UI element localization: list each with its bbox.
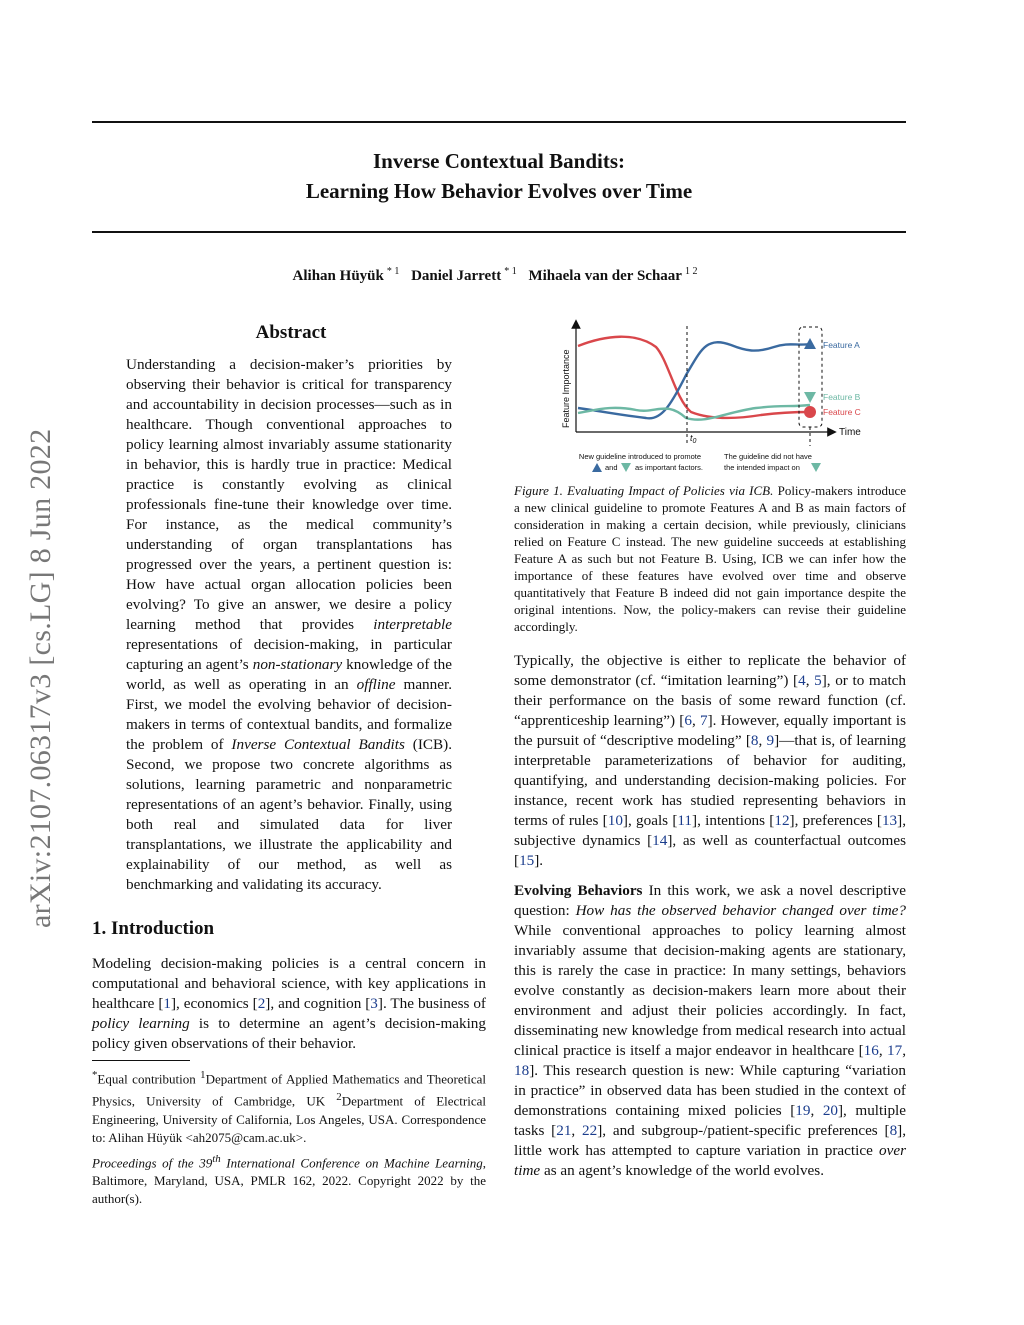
author-affiliation: 1 2: [684, 266, 698, 277]
author-list: [92, 266, 906, 285]
title-top-rule: [92, 121, 906, 123]
feature-a-label: Feature A: [823, 340, 860, 350]
x-axis-label: Time: [839, 427, 861, 438]
guideline-note-left-line-2: as important factors.: [635, 463, 703, 472]
citation-link[interactable]: 8: [750, 732, 759, 749]
t0-label: $t_0$: [690, 433, 697, 445]
citation-link[interactable]: 14: [652, 832, 668, 849]
citation-link[interactable]: 20: [822, 1102, 838, 1119]
citation-link[interactable]: 15: [519, 852, 535, 869]
citation-link[interactable]: 9: [766, 732, 775, 749]
citation-link[interactable]: 17: [887, 1042, 903, 1059]
section-heading-introduction: 1. Introduction: [92, 918, 215, 939]
guideline-note-right-line-1: The guideline did not have: [724, 452, 812, 461]
citation-link[interactable]: 1: [163, 995, 171, 1012]
introduction-paragraph: Typically, the objective is either to replicate the behavior of some demonstrator (cf. “imitation learning”) [4, 5], or to match their performance on the basis of some reward function (cf. “apprenticeship learning”) [6, 7]. However, equally important is the pursuit of “descriptive modeling” [8, 9]—that is, of learning interpretable parameterizations of behavior for auditing, quantifying, and understanding decision-making policies. For instance, recent work has studied representing behaviors in terms of rules [10], goals [11], intentions [12], preferences [13], subjective dynamics [14], as well as counterfactual outcomes [15].: [514, 652, 907, 869]
evolving-behaviors-paragraph: Evolving Behaviors In this work, we ask a novel descriptive question: How has the observed behavior changed over time? While conventional approaches to policy learning almost invariably assume that decision-making agents are stationary, this is rarely the case in practice: In many settings, behaviors evolve constantly as decision-makers learn more about their environment and adjust their policies accordingly. In fact, disseminating new knowledge from medical research into actual clinical practice is itself a major endeavor in healthcare [16, 17, 18]. This research question is new: While capturing “variation in practice” in observed data has been studied in the context of demonstrations containing mixed policies [19, 20], multiple tasks [21, 22], and subgroup-/patient-specific preferences [8], little work has attempted to capture variation in practice over time as an agent’s knowledge of the world evolves.: [514, 882, 907, 1179]
figure-1-caption: Figure 1. Evaluating Impact of Policies via ICB. Policy-makers introduce a new clinical guideline to promote Features A and B as main factors of consideration in making a certain decision, while previously, clinicians relied on Feature C instead. The new guideline succeeds at establishing Feature A as such but not Feature B. Using, ICB we can infer how the importance of these features have evolved over time and observe quantitatively that Feature B indeed did not gain importance despite the original intentions. Now, the policy-makers can revise their guideline accordingly.: [514, 483, 906, 634]
affiliation-footnote: *Equal contribution $^1$Department of Applied Mathematics and Theoretical Physics, University of Cambridge, UK $^2$Department of Electrical Engineering, University of California, Los Angeles, USA. Correspondence to: Alihan Hüyük <ah2075@cam.ac.uk>.: [92, 1069, 486, 1145]
triangle-down-icon: [804, 392, 816, 403]
citation-link[interactable]: 13: [881, 812, 898, 829]
citation-link[interactable]: 5: [814, 672, 822, 689]
footnote-rule: [92, 1060, 190, 1061]
title-bottom-rule: [92, 231, 906, 233]
citation-link[interactable]: 18: [514, 1062, 530, 1079]
paragraph-run-in-heading: Evolving Behaviors: [514, 882, 643, 899]
arxiv-identifier-stamp: arXiv:2107.06317v3 [cs.LG] 8 Jun 2022: [24, 428, 57, 928]
citation-link[interactable]: 8: [889, 1122, 898, 1139]
citation-link[interactable]: 22: [582, 1122, 598, 1139]
circle-icon: [804, 406, 816, 418]
citation-link[interactable]: 3: [370, 995, 378, 1012]
citation-link[interactable]: 7: [699, 712, 708, 729]
abstract-text: Understanding a decision-maker’s priorities by observing their behavior is critical for transparency and accountability in decision processes—such as in healthcare. Though conventional approaches to policy learning almost invariably assume stationarity in behavior, this is hardly true in practice: Medical practice is constantly evolving as clinical professionals fine-tune their knowledge over time. For instance, as the medical community’s understanding of organ transplantations has progressed over the years, a pertinent question is: How have actual organ allocation policies been evolving? To give an answer, we desire a policy learning method that provides interpretable representations of decision-making, in particular capturing an agent’s non-stationary knowledge of the world, as well as operating in an offline manner. First, we model the evolving behavior of decision-makers in terms of contextual bandits, and formalize the problem of Inverse Contextual Bandits (ICB). Second, we propose two concrete algorithms as solutions, learning parametric and nonparametric representations of an agent’s behavior. Finally, using both real and simulated data for liver transplantations, we illustrate the applicability and explainability of our method, as well as benchmarking and validating its accuracy.: [126, 356, 453, 893]
citation-link[interactable]: 12: [774, 812, 790, 829]
introduction-paragraph: Modeling decision-making policies is a central concern in computational and behavioral science, with key applications in healthcare [1], economics [2], and cognition [3]. The business of policy learning is to determine an agent’s decision-making policy given observations of their behavior.: [92, 955, 486, 1052]
feature-b-label: Feature B: [823, 392, 861, 402]
citation-link[interactable]: 2: [257, 995, 266, 1012]
abstract-heading: Abstract: [255, 322, 327, 343]
guideline-note-left-line-1: New guideline introduced to promote: [578, 452, 702, 461]
paper-title-line-2: Learning How Behavior Evolves over Time: [305, 179, 693, 203]
triangle-down-icon: [621, 463, 631, 472]
guideline-note-right-line-2: the intended impact on: [724, 463, 800, 472]
triangle-down-icon: [811, 463, 821, 472]
feature-c-label: Feature C: [823, 407, 861, 417]
citation-link[interactable]: 10: [607, 812, 623, 829]
author-name: Mihaela van der Schaar: [528, 268, 682, 284]
y-axis-label: Feature Importance: [561, 349, 571, 428]
citation-link[interactable]: 11: [677, 812, 693, 829]
citation-link[interactable]: 16: [863, 1042, 879, 1059]
author-name: Alihan Hüyük: [292, 268, 384, 284]
guideline-note-left-and: and: [605, 463, 618, 472]
citation-link[interactable]: 4: [798, 672, 806, 689]
figure-1-chart: [556, 320, 861, 480]
author-affiliation: * 1: [386, 266, 400, 277]
paper-title-line-1: Inverse Contextual Bandits:: [372, 149, 625, 173]
citation-link[interactable]: 6: [684, 712, 692, 729]
citation-link[interactable]: 19: [795, 1102, 811, 1119]
proceedings-note: Proceedings of the 39th International Conference on Machine Learning, Baltimore, Maryland, USA, PMLR 162, 2022. Copyright 2022 by the author(s).: [92, 1153, 486, 1207]
citation-link[interactable]: 21: [556, 1122, 572, 1139]
author-affiliation: * 1: [504, 266, 517, 277]
triangle-up-icon: [592, 463, 602, 472]
author-name: Daniel Jarrett: [411, 268, 502, 284]
